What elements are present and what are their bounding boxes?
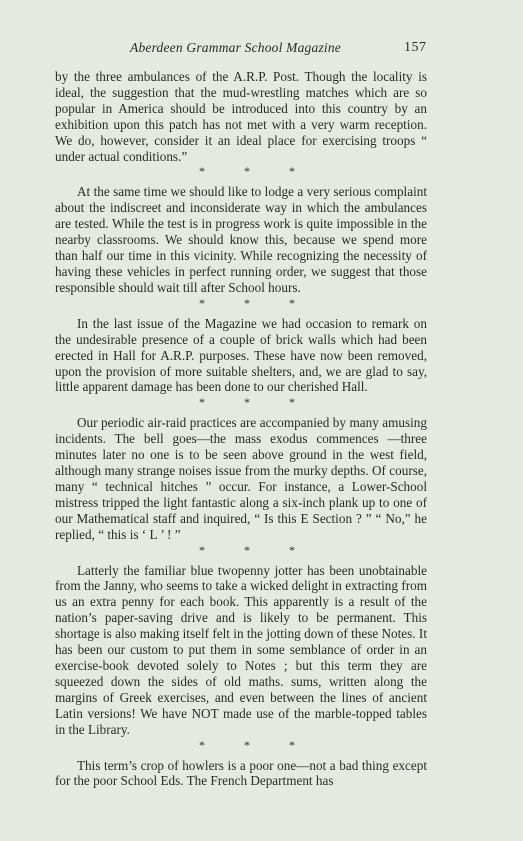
running-title: Aberdeen Grammar School Magazine [130, 40, 341, 55]
paragraph-ambulance-patch: by the three ambulances of the A.R.P. Post. Though the locality is ideal, the suggestion that the mud-wrestling matches which are so popular in America should be introduced into this country by an exhibition upon this patch has not met with a very warm reception. We do, however, consider it an ideal place for exercising troops “ under actual conditions.” [55, 69, 427, 164]
paragraph-brick-walls: In the last issue of the Magazine we had occasion to remark on the undesirable presence of a couple of brick walls which had been erected in Hall for A.R.P. purposes. These have now been removed, upon the provision of more suitable shelters, and, we are glad to say, little apparent damage has been done to our cherished Hall. [55, 315, 427, 395]
section-separator: * * * [199, 295, 313, 310]
article-body [55, 69, 427, 789]
section-separator: * * * [199, 737, 313, 752]
section-separator: * * * [199, 164, 313, 179]
paragraph-howlers: This term’s crop of howlers is a poor one—not a bad thing except for the poor School Eds. The French Department has [55, 757, 427, 789]
paragraph-air-raid-practices: Our periodic air-raid practices are accompanied by many amusing incidents. The bell goes—the mass exodus commences —three minutes later no one is to be seen above ground in the west field, although many strange noises issue from the murky depths. Of course, many “ technical hitches ” occur. For instance, a Lower-School mistress tripped the light fantastic along a six-inch plank up to one of our Mathematical staff and inquired, “ Is this E Section ? ” “ No,” he replied, “ this is ‘ L ’ ! ” [55, 415, 427, 542]
section-separator: * * * [199, 395, 313, 410]
page-number: 157 [404, 40, 427, 55]
paragraph-ambulance-testing: At the same time we should like to lodge a very serious complaint about the indiscreet and inconsiderate way in which the ambulances are tested. While the test is in progress work is quite impossible in the nearby classrooms. We should know this, because we spend more than half our time in this vicinity. While recognizing the necessity of having these vehicles in perfect running order, we suggest that those responsible should wait till after School hours. [55, 184, 427, 295]
section-separator: * * * [199, 542, 313, 557]
paragraph-jotter-shortage: Latterly the familiar blue twopenny jotter has been unobtainable from the Janny, who seems to take a wicked delight in extracting from us an extra penny for each book. This apparently is a result of the nation’s paper-saving drive and is likely to be permanent. This shortage is also making itself felt in the jotting down of these Notes. It has been our custom to put them in some semblance of order in an exercise-book devoted solely to Notes ; but this term they are squeezed down the sides of old maths. sums, written along the margins of Greek exercises, and even between the lines of ancient Latin versions! We have NOT made use of the marble-topped tables in the Library. [55, 562, 427, 737]
